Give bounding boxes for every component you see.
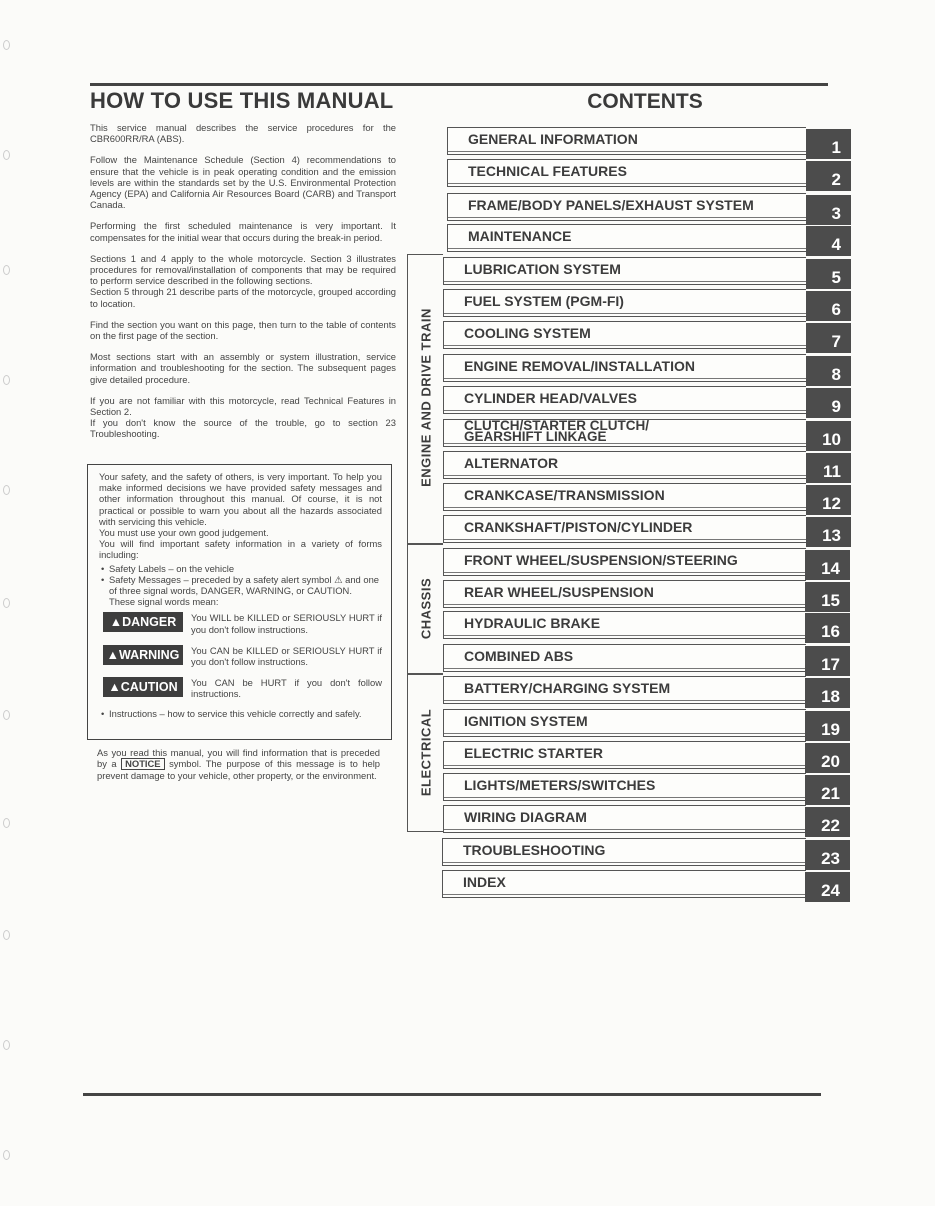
section-number-tab[interactable] xyxy=(806,388,851,418)
section-number-tab[interactable] xyxy=(806,421,851,451)
contents-item[interactable] xyxy=(443,515,806,543)
binder-hole-mark xyxy=(3,818,10,828)
contents-item-label-line: FUEL SYSTEM (PGM-FI) xyxy=(464,293,624,309)
section-number-tab[interactable] xyxy=(806,517,851,547)
contents-item-label-line: ELECTRIC STARTER xyxy=(464,745,603,761)
section-number-tab[interactable] xyxy=(805,840,850,870)
section-number: 16 xyxy=(821,622,840,641)
contents-item-label xyxy=(464,262,621,277)
contents-item-label-line: GENERAL INFORMATION xyxy=(468,131,638,147)
contents-item-label xyxy=(464,391,637,406)
chassis-group-label: CHASSIS xyxy=(418,577,434,640)
contents-item[interactable] xyxy=(447,193,806,221)
contents-item-label xyxy=(463,843,605,858)
section-number-tab[interactable] xyxy=(805,646,850,676)
usage-paragraph: This service manual describes the service procedures for the CBR600RR/RA (ABS). xyxy=(90,122,396,145)
contents-item[interactable] xyxy=(447,159,806,187)
danger-signal-row xyxy=(99,612,382,634)
contents-item-label xyxy=(464,746,603,761)
contents-item-label-line: LUBRICATION SYSTEM xyxy=(464,261,621,277)
safety-forms: You will find important safety information in a variety of forms including: xyxy=(99,538,382,561)
safety-judgement: You must use your own good judgement. xyxy=(99,527,269,539)
notice-paragraph xyxy=(97,747,380,782)
safety-bullet: • Safety Messages – preceded by a safety alert symbol ⚠ and one of three signal words, DANGER, WARNING, or CAUTION. xyxy=(109,574,382,596)
contents-item-label-line: FRAME/BODY PANELS/EXHAUST SYSTEM xyxy=(468,197,754,213)
usage-paragraph: Sections 1 and 4 apply to the whole motorcycle. Section 3 illustrates procedures for removal/installation of components that may be required to perform service described in the following sections. xyxy=(90,252,396,287)
signal-words-intro: These signal words mean: xyxy=(109,596,219,608)
contents-item[interactable] xyxy=(443,773,806,801)
binder-hole-mark xyxy=(3,40,10,50)
section-number: 20 xyxy=(821,752,840,771)
contents-item-label xyxy=(463,875,506,890)
section-number: 15 xyxy=(821,591,840,610)
section-number-tab[interactable] xyxy=(805,807,850,837)
binder-hole-mark xyxy=(3,710,10,720)
contents-item[interactable] xyxy=(443,548,806,576)
section-number-tab[interactable] xyxy=(805,582,850,612)
contents-item[interactable] xyxy=(443,321,806,349)
contents-item-label xyxy=(464,585,654,600)
contents-item[interactable] xyxy=(442,870,806,898)
contents-item-label xyxy=(464,714,588,729)
section-number: 12 xyxy=(822,494,841,513)
engine-group-bracket xyxy=(407,254,443,544)
section-number: 19 xyxy=(821,720,840,739)
section-number-tab[interactable] xyxy=(805,711,850,741)
section-number: 11 xyxy=(823,462,841,481)
notice-text-before: As you read this manual, you will find information that is preceded by a xyxy=(97,747,380,770)
top-rule xyxy=(90,83,828,86)
contents-item-label-line: CRANKSHAFT/PISTON/CYLINDER xyxy=(464,519,693,535)
contents-item-label xyxy=(464,294,624,309)
contents-item-label xyxy=(468,164,627,179)
caution-text: You CAN be HURT if you don't follow instructions. xyxy=(191,677,382,700)
contents-item-label xyxy=(464,810,587,825)
contents-item-label-line: FRONT WHEEL/SUSPENSION/STEERING xyxy=(464,552,738,568)
contents-item-label-line: WIRING DIAGRAM xyxy=(464,809,587,825)
contents-item-label-line: CRANKCASE/TRANSMISSION xyxy=(464,487,665,503)
contents-item[interactable] xyxy=(443,611,806,639)
contents-item-label xyxy=(464,488,665,503)
contents-item[interactable] xyxy=(443,644,806,672)
safety-information-box xyxy=(87,464,392,740)
contents-item[interactable] xyxy=(442,838,806,866)
contents-item-label xyxy=(464,553,738,568)
section-number-tab[interactable] xyxy=(806,161,851,191)
section-number-tab[interactable] xyxy=(805,678,850,708)
contents-item-label xyxy=(464,649,573,664)
contents-item-label xyxy=(464,456,558,471)
safety-list xyxy=(99,563,382,597)
contents-item-label-line: TECHNICAL FEATURES xyxy=(468,163,627,179)
contents-item[interactable] xyxy=(443,257,806,285)
section-number: 17 xyxy=(821,655,840,674)
electrical-group-bracket xyxy=(407,674,443,832)
contents-item-label-line: HYDRAULIC BRAKE xyxy=(464,615,601,631)
binder-hole-mark xyxy=(3,930,10,940)
section-number: 2 xyxy=(831,170,841,189)
caution-label: ▲CAUTION xyxy=(103,677,183,697)
contents-item[interactable] xyxy=(443,805,806,833)
usage-paragraph: Find the section you want on this page, then turn to the table of contents on the first page of the section. xyxy=(90,318,396,342)
contents-item[interactable] xyxy=(443,709,806,737)
section-number: 22 xyxy=(821,816,840,835)
section-number-tab[interactable] xyxy=(806,453,851,483)
contents-item-label-line: INDEX xyxy=(463,874,506,890)
contents-item-label-line: IGNITION SYSTEM xyxy=(464,713,588,729)
binder-hole-mark xyxy=(3,1150,10,1160)
safety-bullet: • Safety Labels – on the vehicle xyxy=(109,563,382,574)
contents-item-label-line: GEARSHIFT LINKAGE xyxy=(464,429,607,444)
electrical-group-label: ELECTRICAL xyxy=(418,708,434,797)
binder-hole-mark xyxy=(3,375,10,385)
contents-item[interactable] xyxy=(443,580,806,608)
contents-item-label-line: CYLINDER HEAD/VALVES xyxy=(464,390,637,406)
bottom-rule xyxy=(83,1093,821,1096)
contents-item[interactable] xyxy=(443,676,806,704)
section-number-tab[interactable] xyxy=(806,259,851,289)
contents-item[interactable] xyxy=(443,483,806,511)
section-number: 4 xyxy=(831,235,841,254)
contents-item-label xyxy=(464,326,591,341)
contents-item-label-line: TROUBLESHOOTING xyxy=(463,842,606,858)
section-number-tab[interactable] xyxy=(805,872,850,902)
contents-item[interactable] xyxy=(443,451,806,479)
contents-item-label xyxy=(464,681,670,696)
section-number: 5 xyxy=(831,268,841,287)
warning-signal-row xyxy=(99,645,382,667)
contents-item-label-line: COMBINED ABS xyxy=(464,648,574,664)
contents-title: CONTENTS xyxy=(587,90,703,113)
binder-hole-mark xyxy=(3,598,10,608)
warning-text: You CAN be KILLED or SERIOUSLY HURT if you don't follow instructions. xyxy=(191,644,382,668)
section-number: 13 xyxy=(822,526,841,545)
contents-item[interactable] xyxy=(443,289,806,317)
contents-item-label-line: ALTERNATOR xyxy=(464,455,559,471)
usage-text-column xyxy=(90,122,396,450)
section-number: 23 xyxy=(821,849,840,868)
contents-item[interactable] xyxy=(443,386,806,414)
contents-item-label xyxy=(464,420,649,442)
contents-item-label-line: MAINTENANCE xyxy=(468,228,572,244)
contents-item[interactable] xyxy=(443,741,806,769)
contents-item[interactable] xyxy=(447,224,806,252)
contents-item-label xyxy=(464,359,695,374)
section-number: 7 xyxy=(831,332,841,351)
contents-item-label xyxy=(464,778,655,793)
contents-item-label-line: CLUTCH/STARTER CLUTCH/ xyxy=(464,418,649,433)
contents-item-label xyxy=(468,229,571,244)
danger-label: ▲DANGER xyxy=(103,612,183,632)
contents-item-label-line: REAR WHEEL/SUSPENSION xyxy=(464,584,654,600)
section-number: 24 xyxy=(821,881,840,900)
contents-item-label xyxy=(468,198,754,213)
caution-signal-row xyxy=(99,677,382,699)
contents-item[interactable] xyxy=(443,419,806,447)
section-number: 1 xyxy=(831,138,841,157)
contents-item-label-line: ENGINE REMOVAL/INSTALLATION xyxy=(464,358,695,374)
binder-hole-mark xyxy=(3,485,10,495)
contents-item-label-line: BATTERY/CHARGING SYSTEM xyxy=(464,680,671,696)
section-number-tab[interactable] xyxy=(806,226,851,256)
safety-bullet: • Instructions – how to service this vehicle correctly and safely. xyxy=(109,708,382,719)
usage-paragraph: If you are not familiar with this motorcycle, read Technical Features in Section 2. xyxy=(90,394,396,418)
contents-item-label-line: LIGHTS/METERS/SWITCHES xyxy=(464,777,656,793)
section-number-tab[interactable] xyxy=(806,291,851,321)
notice-badge: NOTICE xyxy=(121,758,164,770)
usage-paragraph: Most sections start with an assembly or system illustration, service information and troubleshooting for the section. The subsequent pages give detailed procedure. xyxy=(90,351,396,385)
notice-text-after: symbol. The purpose of this message is to help prevent damage to your vehicle, other property, or the environment. xyxy=(97,758,381,782)
binder-hole-mark xyxy=(3,265,10,275)
section-number-tab[interactable] xyxy=(806,356,851,386)
binder-hole-mark xyxy=(3,1040,10,1050)
danger-text: You WILL be KILLED or SERIOUSLY HURT if you don't follow instructions. xyxy=(191,612,382,635)
contents-item-label xyxy=(468,132,638,147)
warning-label: ▲WARNING xyxy=(103,645,183,665)
contents-item[interactable] xyxy=(443,354,806,382)
section-number: 3 xyxy=(831,204,841,223)
contents-item[interactable] xyxy=(447,127,806,155)
section-number-tab[interactable] xyxy=(805,743,850,773)
contents-item-label xyxy=(464,616,600,631)
section-number-tab[interactable] xyxy=(806,323,851,353)
section-number-tab[interactable] xyxy=(805,775,850,805)
section-number: 9 xyxy=(831,397,841,416)
section-number-tab[interactable] xyxy=(805,550,850,580)
section-number: 18 xyxy=(821,687,840,706)
safety-intro: Your safety, and the safety of others, is very important. To help you make informed decisions we have provided safety messages and other information throughout this manual. Of course, it is not practical or possible to warn you about all the hazards associated with servicing this vehicle. xyxy=(99,471,382,527)
chassis-group-bracket xyxy=(407,544,443,674)
section-number: 14 xyxy=(821,559,840,578)
section-number-tab[interactable] xyxy=(806,129,851,159)
manual-usage-title: HOW TO USE THIS MANUAL xyxy=(90,88,394,113)
usage-paragraph: Section 5 through 21 describe parts of the motorcycle, grouped according to location. xyxy=(90,286,396,309)
section-number-tab[interactable] xyxy=(806,485,851,515)
contents-item-label xyxy=(464,520,692,535)
binder-hole-mark xyxy=(3,150,10,160)
usage-paragraph: If you don't know the source of the trouble, go to section 23 Troubleshooting. xyxy=(90,417,396,440)
usage-paragraph: Follow the Maintenance Schedule (Section 4) recommendations to ensure that the vehicle is in peak operating condition and the emission levels are within the standards set by the U.S. Environmental Protection Agency (EPA) and California Air Resources Board (CARB) and Transport Canada. xyxy=(90,154,396,211)
usage-paragraph: Performing the first scheduled maintenance is very important. It compensates for the initial wear that occurs during the break-in period. xyxy=(90,220,396,243)
section-number-tab[interactable] xyxy=(806,195,851,225)
section-number: 6 xyxy=(831,300,841,319)
section-number: 8 xyxy=(831,365,841,384)
engine-group-label: ENGINE AND DRIVE TRAIN xyxy=(418,308,434,487)
section-number-tab[interactable] xyxy=(805,613,850,643)
section-number: 21 xyxy=(821,784,840,803)
section-number: 10 xyxy=(822,430,841,449)
instructions-list xyxy=(99,708,382,719)
contents-item-label-line: COOLING SYSTEM xyxy=(464,325,591,341)
